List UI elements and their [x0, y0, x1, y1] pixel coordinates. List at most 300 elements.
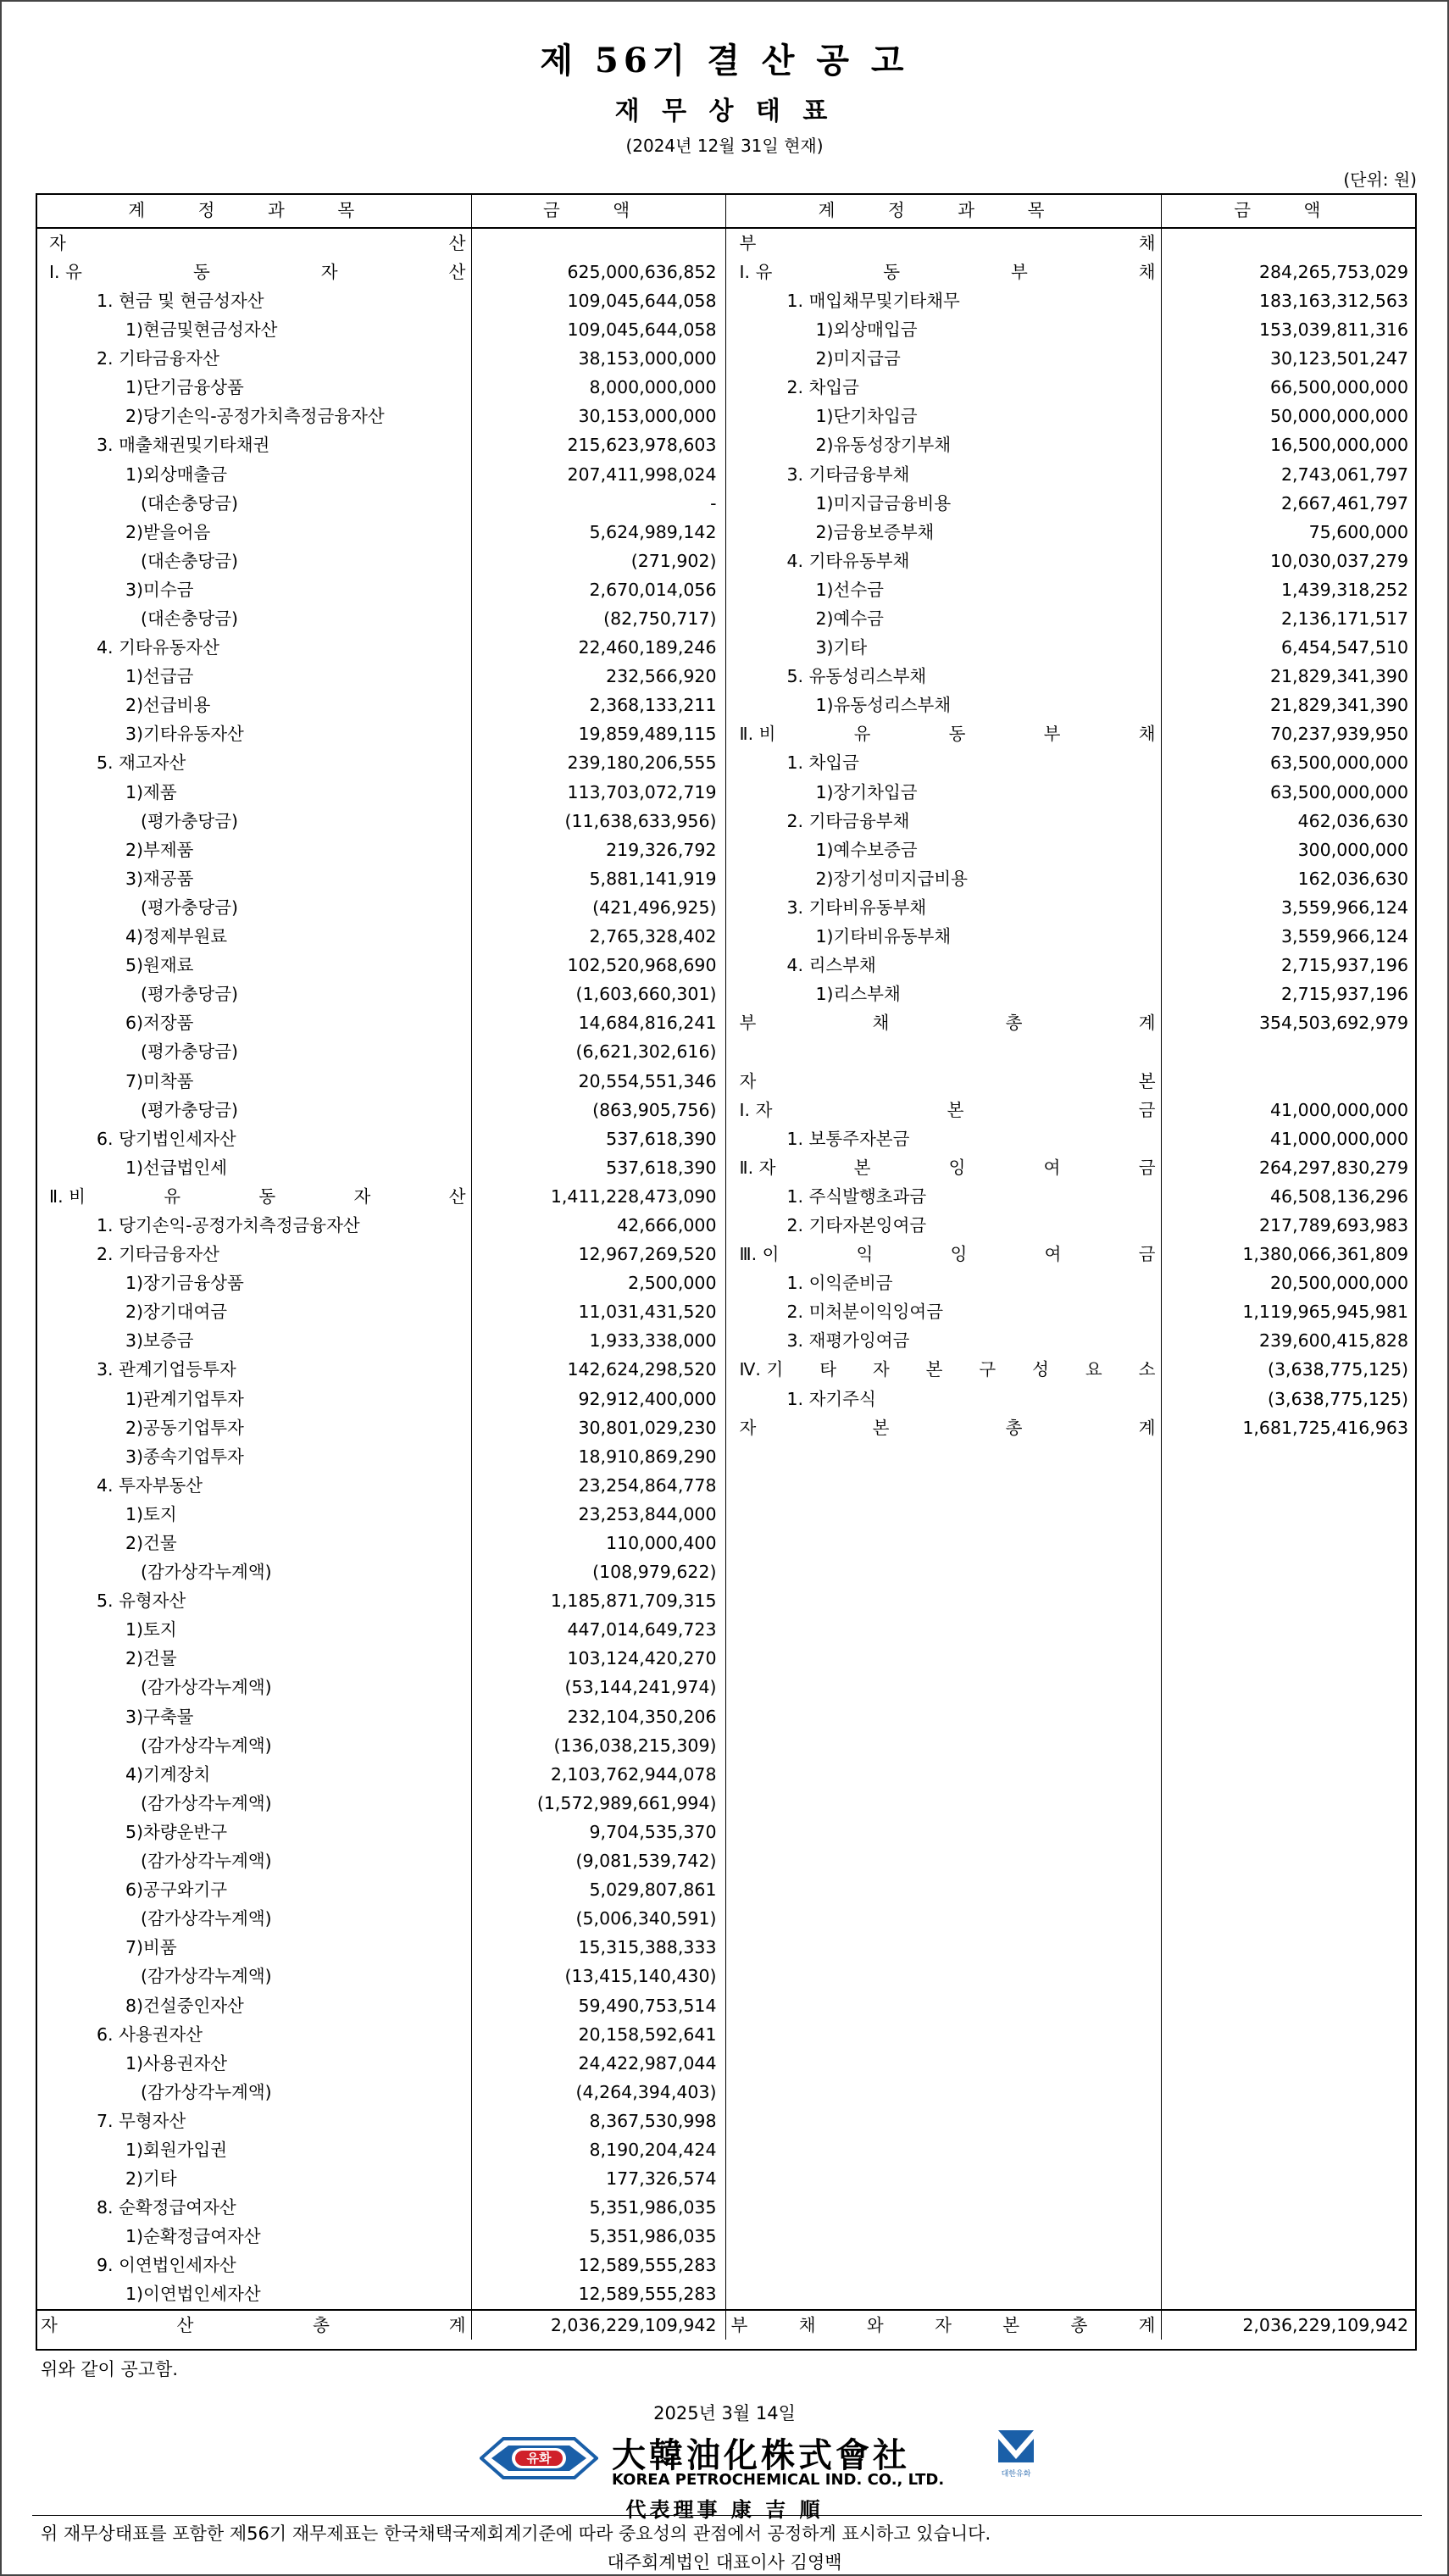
asset-amount-cell: 59,490,753,514	[471, 1991, 725, 2020]
table-row	[36, 633, 1417, 662]
total-assets-label	[36, 2310, 471, 2340]
company-emblem-icon	[991, 2429, 1041, 2481]
asset-account-label: 1)순확정급여자산	[125, 2226, 261, 2247]
table-row	[36, 547, 1417, 575]
liability-equity-account-cell	[725, 1934, 1161, 1963]
liability-equity-account-cell	[725, 2251, 1161, 2280]
table-row	[36, 431, 1417, 460]
asset-account-label: (감가상각누계액)	[141, 1792, 272, 1813]
liability-equity-account-cell	[725, 1991, 1161, 2020]
liability-equity-amount-cell: 16,500,000,000	[1161, 431, 1417, 460]
total-row	[36, 2310, 1417, 2340]
asset-amount-cell: 1,933,338,000	[471, 1327, 725, 1356]
liability-equity-account-label	[731, 232, 1156, 253]
liability-equity-account-label: 1. 매입채무및기타채무	[786, 290, 960, 311]
liability-equity-amount-cell	[1161, 1875, 1417, 1904]
liability-equity-account-cell	[725, 1442, 1161, 1471]
spread-label-part: 채	[872, 1013, 890, 1034]
spread-label-part: 총	[1005, 1417, 1023, 1438]
liability-equity-amount-cell: 63,500,000,000	[1161, 778, 1417, 807]
asset-account-label: 1. 현금 및 현금성자산	[97, 290, 264, 311]
liability-equity-amount-cell	[1161, 1702, 1417, 1731]
liability-equity-amount-cell	[1161, 2222, 1417, 2251]
asset-account-cell	[36, 547, 471, 575]
asset-account-label: (감가상각누계액)	[141, 1851, 272, 1872]
table-row	[36, 344, 1417, 373]
liability-equity-amount-cell: 183,163,312,563	[1161, 286, 1417, 315]
asset-account-cell	[36, 228, 471, 258]
liability-equity-account-cell	[725, 1875, 1161, 1904]
asset-amount-cell: 1,411,228,473,090	[471, 1182, 725, 1211]
liability-equity-account-cell	[725, 778, 1161, 807]
asset-amount-cell: 5,881,141,919	[471, 864, 725, 893]
liability-equity-amount-cell: 10,030,037,279	[1161, 547, 1417, 575]
liability-equity-account-cell	[725, 1529, 1161, 1557]
asset-account-cell	[36, 489, 471, 518]
asset-account-cell	[36, 1182, 471, 1211]
liability-equity-account-cell	[725, 2049, 1161, 2078]
liability-equity-amount-cell: 75,600,000	[1161, 518, 1417, 547]
spread-label-part: 부	[739, 232, 757, 253]
spread-label-part: 부	[1010, 261, 1028, 282]
spread-label-part: 자	[41, 2314, 58, 2335]
liability-equity-amount-cell	[1161, 2078, 1417, 2107]
liability-equity-account-cell	[725, 431, 1161, 460]
table-row	[36, 460, 1417, 489]
liability-equity-amount-cell: 41,000,000,000	[1161, 1096, 1417, 1124]
liability-equity-account-cell	[725, 1760, 1161, 1789]
liability-equity-account-cell	[725, 1471, 1161, 1500]
spread-label-part: 여	[1044, 1244, 1062, 1265]
liability-equity-account-cell	[725, 604, 1161, 633]
asset-amount-cell: 9,704,535,370	[471, 1818, 725, 1846]
asset-account-label: (평가충당금)	[141, 897, 239, 918]
asset-account-cell	[36, 286, 471, 315]
liability-equity-account-cell	[725, 1182, 1161, 1211]
table-row	[36, 1731, 1417, 1760]
liability-equity-amount-cell	[1161, 2164, 1417, 2193]
asset-account-cell	[36, 1904, 471, 1933]
liability-equity-account-label: 2)금융보증부채	[815, 521, 935, 542]
total-assets-amount: 2,036,229,109,942	[471, 2310, 725, 2340]
spread-label-part: 자	[353, 1185, 371, 1207]
asset-amount-cell: (9,081,539,742)	[471, 1846, 725, 1875]
asset-account-cell	[36, 2078, 471, 2107]
spread-label-part: 요	[1085, 1359, 1102, 1380]
company-name-hanja: 大韓油化株式會社	[612, 2435, 910, 2475]
liability-equity-amount-cell: 2,667,461,797	[1161, 489, 1417, 518]
spread-label-part: 산	[448, 232, 466, 253]
table-row	[36, 1586, 1417, 1615]
liability-equity-account-cell	[725, 2193, 1161, 2222]
liability-equity-amount-cell	[1161, 1934, 1417, 1963]
spread-label-part: 채	[1138, 232, 1156, 253]
spread-label-part: 타	[819, 1359, 836, 1380]
spread-label-part: 부	[730, 2314, 748, 2335]
asset-amount-cell: 109,045,644,058	[471, 286, 725, 315]
asset-amount-cell: (4,264,394,403)	[471, 2078, 725, 2107]
spread-label-part: 총	[1005, 1013, 1023, 1034]
liability-equity-account-cell	[725, 2135, 1161, 2164]
liability-equity-account-cell	[725, 286, 1161, 315]
liability-equity-account-label: 1)장기차입금	[815, 781, 918, 802]
table-row	[36, 1934, 1417, 1963]
asset-account-cell	[36, 778, 471, 807]
asset-account-cell	[36, 1818, 471, 1846]
table-row	[36, 2107, 1417, 2135]
asset-amount-cell: 24,422,987,044	[471, 2049, 725, 2078]
asset-account-cell	[36, 431, 471, 460]
table-row	[36, 720, 1417, 749]
asset-account-label: (감가상각누계액)	[141, 1908, 272, 1929]
asset-amount-cell: 110,000,400	[471, 1529, 725, 1557]
spread-label-part: Ⅱ. 자	[739, 1157, 776, 1178]
liability-equity-account-cell	[725, 1789, 1161, 1818]
statement-date: (2024년 12월 31일 현재)	[625, 136, 824, 156]
asset-amount-cell: (1,572,989,661,994)	[471, 1789, 725, 1818]
liability-equity-amount-cell: 3,559,966,124	[1161, 922, 1417, 951]
asset-account-label: 2)받을어음	[125, 521, 211, 542]
liability-equity-amount-cell: 70,237,939,950	[1161, 720, 1417, 749]
table-row	[36, 1240, 1417, 1269]
asset-amount-cell: 537,618,390	[471, 1124, 725, 1153]
liability-equity-account-cell	[725, 749, 1161, 778]
asset-account-cell	[36, 2020, 471, 2049]
asset-amount-cell: 8,000,000,000	[471, 373, 725, 402]
spread-label-part: 유	[164, 1185, 181, 1207]
liability-equity-amount-cell	[1161, 1616, 1417, 1645]
spread-label-part: 본	[1002, 2314, 1020, 2335]
asset-account-label: (평가충당금)	[141, 1041, 239, 1063]
asset-amount-cell: -	[471, 489, 725, 518]
asset-account-label: 1)관계기업투자	[125, 1388, 244, 1409]
asset-amount-cell: 23,253,844,000	[471, 1500, 725, 1529]
table-row	[36, 2222, 1417, 2251]
asset-amount-cell: (421,496,925)	[471, 893, 725, 922]
auditor-signature: 대주회계법인 대표이사 김영백	[607, 2552, 842, 2573]
table-row	[36, 1153, 1417, 1182]
publication-date: 2025년 3월 14일	[653, 2403, 796, 2423]
table-row	[36, 518, 1417, 547]
asset-account-cell	[36, 2193, 471, 2222]
asset-amount-cell: (11,638,633,956)	[471, 807, 725, 836]
asset-account-label: 1)선급법인세	[125, 1157, 228, 1178]
asset-account-label: 1)토지	[125, 1503, 177, 1524]
table-row	[36, 1875, 1417, 1904]
asset-amount-cell: 113,703,072,719	[471, 778, 725, 807]
asset-account-label: 2)선급비용	[125, 695, 211, 716]
asset-amount-cell: 19,859,489,115	[471, 720, 725, 749]
table-row	[36, 922, 1417, 951]
asset-amount-cell: 1,185,871,709,315	[471, 1586, 725, 1615]
asset-account-label: (대손충당금)	[141, 608, 239, 630]
table-row	[36, 1500, 1417, 1529]
liability-equity-amount-cell: 1,119,965,945,981	[1161, 1297, 1417, 1326]
liability-equity-amount-cell: 66,500,000,000	[1161, 373, 1417, 402]
asset-account-cell	[36, 2280, 471, 2310]
asset-account-label: 1)현금및현금성자산	[125, 319, 278, 341]
spread-label-part: 동	[948, 724, 966, 745]
asset-amount-cell: 625,000,636,852	[471, 258, 725, 286]
spread-label-part: 계	[1138, 1417, 1156, 1438]
liability-equity-account-cell	[725, 2280, 1161, 2310]
liability-equity-account-cell	[725, 1674, 1161, 1702]
asset-account-cell	[36, 720, 471, 749]
asset-account-label	[41, 261, 466, 282]
asset-amount-cell: (13,415,140,430)	[471, 1963, 725, 1991]
liability-equity-account-cell	[725, 980, 1161, 1008]
asset-amount-cell: (271,902)	[471, 547, 725, 575]
asset-account-label: (평가충당금)	[141, 984, 239, 1005]
liability-equity-amount-cell: (3,638,775,125)	[1161, 1356, 1417, 1385]
asset-account-label: 7)비품	[125, 1937, 177, 1958]
spread-label-part: 자	[872, 1359, 890, 1380]
spread-label-part: 본	[853, 1157, 871, 1178]
liability-equity-amount-cell	[1161, 1557, 1417, 1586]
liability-equity-account-cell	[725, 228, 1161, 258]
spread-label-part: Ⅳ. 기	[739, 1359, 784, 1380]
spread-label-part: Ⅲ. 이	[739, 1244, 780, 1265]
table-row	[36, 1557, 1417, 1586]
liability-equity-amount-cell	[1161, 1904, 1417, 1933]
liability-equity-amount-cell: 2,715,937,196	[1161, 980, 1417, 1008]
liability-equity-amount-cell	[1161, 1674, 1417, 1702]
liability-equity-account-cell	[725, 2107, 1161, 2135]
liability-equity-account-label	[731, 1246, 1156, 1263]
table-row	[36, 228, 1417, 258]
asset-account-cell	[36, 1934, 471, 1963]
liability-equity-account-label: 1)리스부채	[815, 984, 901, 1005]
liability-equity-account-label: 1. 이익준비금	[786, 1273, 893, 1294]
asset-account-label: 2)장기대여금	[125, 1302, 228, 1323]
asset-amount-cell: 5,351,986,035	[471, 2222, 725, 2251]
asset-amount-cell: 11,031,431,520	[471, 1297, 725, 1326]
liability-equity-account-label	[731, 725, 1156, 743]
asset-account-cell	[36, 1211, 471, 1240]
asset-account-label: (감가상각누계액)	[141, 1562, 272, 1583]
liability-equity-account-cell	[725, 807, 1161, 836]
asset-account-cell	[36, 1875, 471, 1904]
asset-amount-cell: 232,566,920	[471, 662, 725, 691]
asset-account-cell	[36, 633, 471, 662]
table-row	[36, 575, 1417, 604]
liability-equity-account-cell	[725, 720, 1161, 749]
asset-account-cell	[36, 864, 471, 893]
spread-label-part: 부	[1043, 724, 1061, 745]
spread-label-part: Ⅰ. 유	[49, 261, 82, 282]
liability-equity-account-cell	[725, 1818, 1161, 1846]
asset-amount-cell: 2,500,000	[471, 1269, 725, 1297]
liability-equity-account-cell	[725, 1124, 1161, 1153]
liability-equity-amount-cell: 41,000,000,000	[1161, 1124, 1417, 1153]
spread-label-part: 채	[1138, 261, 1156, 282]
asset-account-label: 3. 매출채권및기타채권	[97, 435, 270, 456]
liability-equity-account-label: 2. 미처분이익잉여금	[786, 1302, 943, 1323]
table-row	[36, 1124, 1417, 1153]
spread-label-part: 유	[853, 724, 871, 745]
liability-equity-amount-cell	[1161, 1500, 1417, 1529]
asset-account-cell	[36, 922, 471, 951]
table-row	[36, 402, 1417, 431]
asset-account-label: 4. 기타유동자산	[97, 637, 219, 658]
liability-equity-account-label	[731, 1099, 1156, 1120]
asset-amount-cell: 232,104,350,206	[471, 1702, 725, 1731]
asset-amount-cell: 15,315,388,333	[471, 1934, 725, 1963]
asset-account-cell	[36, 1327, 471, 1356]
asset-account-cell	[36, 2164, 471, 2193]
table-row	[36, 2135, 1417, 2164]
audit-statement: 위 재무상태표를 포함한 제56기 재무제표는 한국채택국제회계기준에 따라 중요성의 관점에서 공정하게 표시하고 있습니다.	[41, 2523, 991, 2544]
asset-amount-cell: 537,618,390	[471, 1153, 725, 1182]
asset-amount-cell: 12,589,555,283	[471, 2251, 725, 2280]
company-logo	[480, 2429, 1073, 2488]
asset-amount-cell: 18,910,869,290	[471, 1442, 725, 1471]
asset-amount-cell: (863,905,756)	[471, 1096, 725, 1124]
liability-equity-amount-cell	[1161, 1645, 1417, 1674]
asset-account-cell	[36, 893, 471, 922]
spread-label-part: Ⅰ. 자	[739, 1099, 773, 1120]
table-row	[36, 2280, 1417, 2310]
spread-label-part: 총	[313, 2314, 330, 2335]
footer-divider	[32, 2515, 1422, 2516]
asset-account-label: (감가상각누계액)	[141, 1735, 272, 1756]
liability-equity-account-label: 2. 차입금	[786, 377, 859, 398]
asset-account-cell	[36, 749, 471, 778]
liability-equity-account-cell	[725, 489, 1161, 518]
asset-amount-cell	[471, 228, 725, 258]
spread-label-part: 산	[448, 1185, 466, 1207]
liability-equity-amount-cell	[1161, 2020, 1417, 2049]
asset-account-cell	[36, 1702, 471, 1731]
asset-account-cell	[36, 1124, 471, 1153]
asset-account-cell	[36, 1385, 471, 1413]
liability-equity-account-label: 2)유동성장기부채	[815, 435, 952, 456]
asset-account-cell	[36, 460, 471, 489]
asset-account-label: (평가충당금)	[141, 810, 239, 831]
table-row	[36, 1991, 1417, 2020]
asset-amount-cell: (5,006,340,591)	[471, 1904, 725, 1933]
asset-account-cell	[36, 1442, 471, 1471]
spread-label-part: 잉	[950, 1244, 968, 1265]
asset-amount-cell: 23,254,864,778	[471, 1471, 725, 1500]
table-row	[36, 864, 1417, 893]
asset-account-label: 6. 사용권자산	[97, 2024, 203, 2045]
table-row	[36, 286, 1417, 315]
emblem-text: 대한유화	[1001, 2470, 1031, 2479]
asset-account-cell	[36, 604, 471, 633]
liability-equity-amount-cell: 264,297,830,279	[1161, 1153, 1417, 1182]
table-row	[36, 1182, 1417, 1211]
asset-account-label: 3)구축물	[125, 1706, 194, 1727]
spread-label-part: 와	[866, 2314, 884, 2335]
liability-equity-amount-cell	[1161, 228, 1417, 258]
asset-account-cell	[36, 1846, 471, 1875]
liability-equity-account-cell	[725, 1413, 1161, 1442]
spread-label-part: 계	[1138, 2314, 1156, 2335]
liability-equity-account-cell	[725, 1327, 1161, 1356]
spread-label-part: 본	[925, 1359, 943, 1380]
asset-account-cell	[36, 691, 471, 720]
asset-amount-cell: (108,979,622)	[471, 1557, 725, 1586]
table-row	[36, 2020, 1417, 2049]
asset-account-label: 5. 유형자산	[97, 1591, 186, 1612]
table-header-row	[36, 193, 1417, 228]
asset-amount-cell: 30,801,029,230	[471, 1413, 725, 1442]
liability-equity-account-label: 1. 주식발행초과금	[786, 1185, 927, 1207]
liability-equity-amount-cell: (3,638,775,125)	[1161, 1385, 1417, 1413]
liability-equity-amount-cell	[1161, 2049, 1417, 2078]
asset-account-cell	[36, 1731, 471, 1760]
asset-amount-cell: 92,912,400,000	[471, 1385, 725, 1413]
liability-equity-account-cell	[725, 344, 1161, 373]
spread-label-part: 채	[798, 2314, 816, 2335]
liability-equity-account-label: 1)기타비유동부채	[815, 926, 952, 947]
header-account-left: 계 정 과 목	[36, 193, 471, 228]
asset-account-cell	[36, 1413, 471, 1442]
statement-title: 재 무 상 태 표	[614, 97, 835, 126]
asset-account-cell	[36, 2049, 471, 2078]
spread-label-part: 금	[1138, 1244, 1156, 1265]
liability-equity-amount-cell: 354,503,692,979	[1161, 1009, 1417, 1038]
asset-account-cell	[36, 1297, 471, 1326]
liability-equity-account-cell	[725, 922, 1161, 951]
asset-account-cell	[36, 1991, 471, 2020]
asset-amount-cell: 219,326,792	[471, 836, 725, 864]
liability-equity-account-label: 5. 유동성리스부채	[786, 666, 927, 687]
asset-account-label: 3)재공품	[125, 868, 194, 889]
asset-amount-cell: 447,014,649,723	[471, 1616, 725, 1645]
liability-equity-account-cell	[725, 2164, 1161, 2193]
asset-account-label: (감가상각누계액)	[141, 1677, 272, 1698]
asset-amount-cell: 215,623,978,603	[471, 431, 725, 460]
liability-equity-account-cell	[725, 836, 1161, 864]
asset-account-label: 3)미수금	[125, 579, 194, 600]
liability-equity-account-label: 1)단기차입금	[815, 406, 918, 427]
liability-equity-account-cell	[725, 1702, 1161, 1731]
liability-equity-account-label: 2. 기타자본잉여금	[786, 1214, 927, 1235]
asset-account-label: 3. 관계기업등투자	[97, 1359, 236, 1380]
asset-account-cell	[36, 951, 471, 980]
spread-label-part: 총	[1070, 2314, 1088, 2335]
liability-equity-account-label: 4. 리스부채	[786, 955, 876, 976]
spread-label-part: 익	[856, 1244, 874, 1265]
asset-amount-cell: 20,158,592,641	[471, 2020, 725, 2049]
liability-equity-account-label: 2)예수금	[815, 608, 884, 630]
asset-amount-cell: 38,153,000,000	[471, 344, 725, 373]
asset-amount-cell: (136,038,215,309)	[471, 1731, 725, 1760]
asset-amount-cell: 207,411,998,024	[471, 460, 725, 489]
liability-equity-amount-cell	[1161, 1760, 1417, 1789]
liability-equity-account-label: 3. 기타비유동부채	[786, 897, 927, 918]
liability-equity-account-label	[731, 1070, 1156, 1091]
asset-account-label: 8)건설중인자산	[125, 1995, 244, 2016]
asset-account-label: 3)종속기업투자	[125, 1446, 244, 1467]
asset-account-cell	[36, 2251, 471, 2280]
liability-equity-account-cell	[725, 1963, 1161, 1991]
liability-equity-account-cell	[725, 1211, 1161, 1240]
asset-account-cell	[36, 1500, 471, 1529]
table-row	[36, 258, 1417, 286]
notice-title: 제 56기 결 산 공 고	[540, 41, 909, 80]
table-row	[36, 1385, 1417, 1413]
liability-equity-amount-cell	[1161, 1963, 1417, 1991]
asset-account-label: 1)토지	[125, 1619, 177, 1641]
spread-label-part: 자	[739, 1417, 757, 1438]
company-name-english: KOREA PETROCHEMICAL IND. CO., LTD.	[612, 2471, 945, 2489]
liability-equity-account-cell	[725, 1038, 1161, 1067]
asset-account-label: 1)선급금	[125, 666, 194, 687]
table-row	[36, 604, 1417, 633]
